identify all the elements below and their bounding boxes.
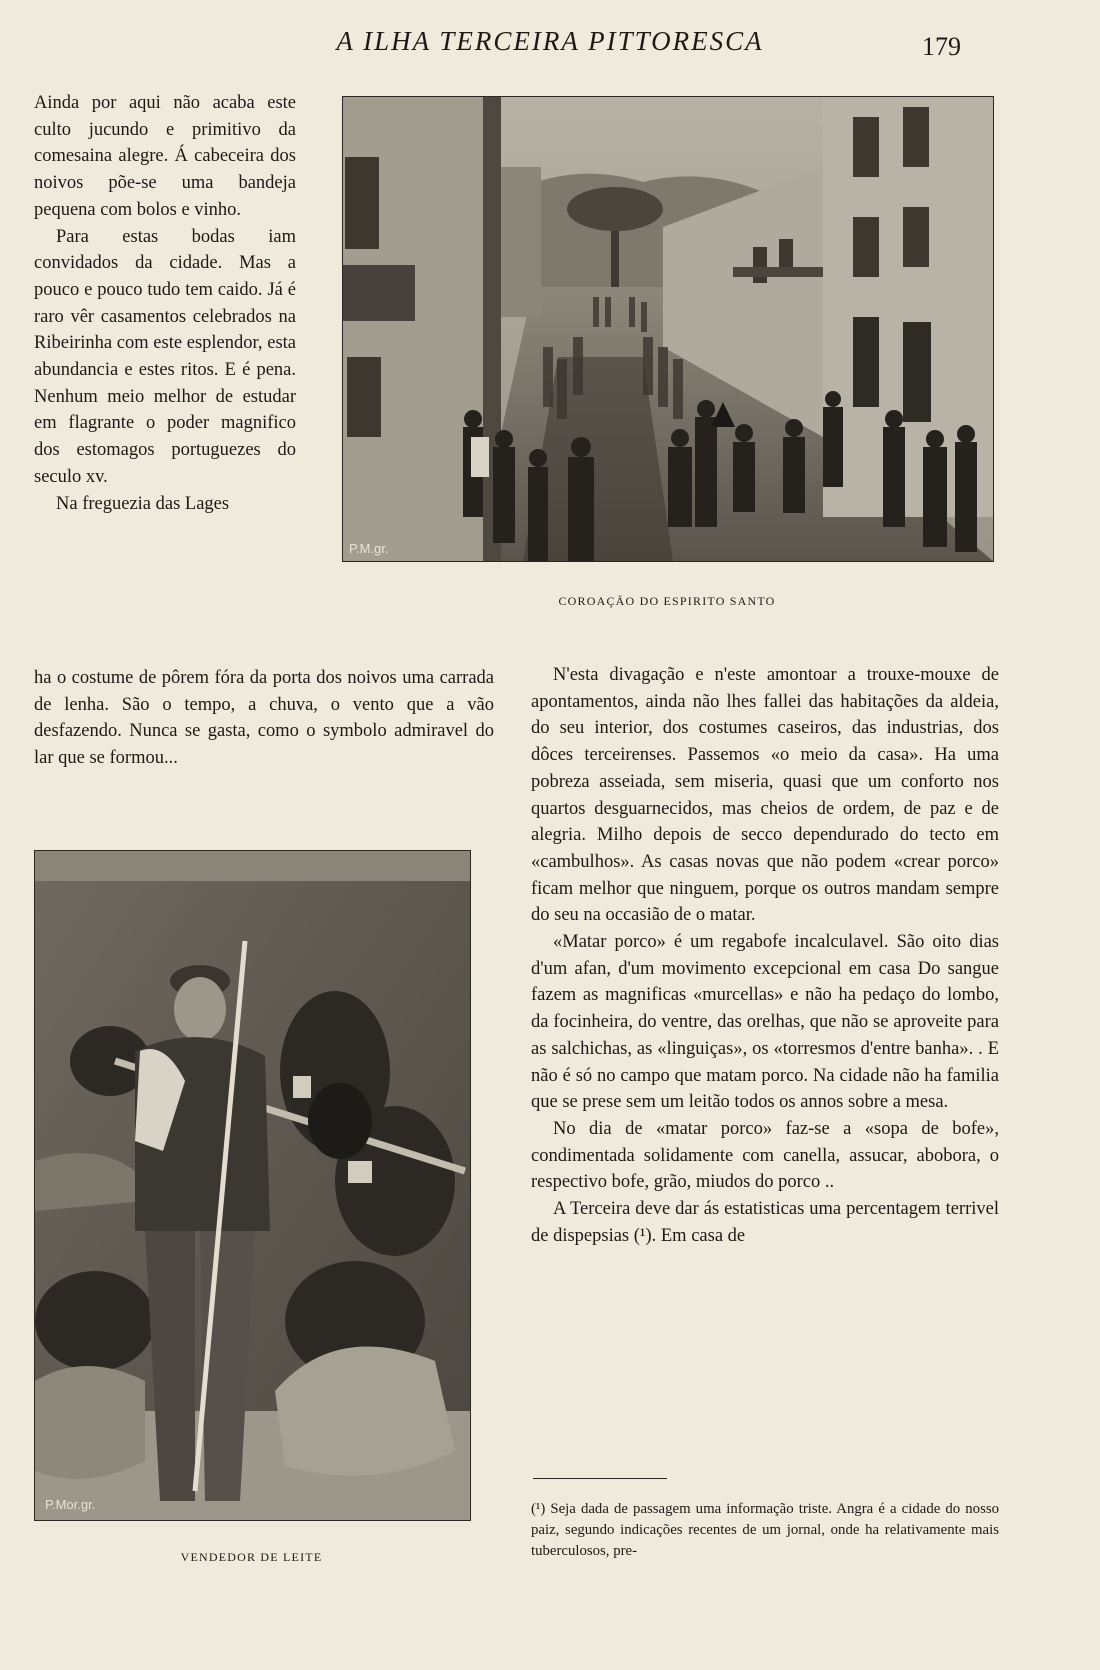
paragraph: N'esta divagação e n'este amontoar a trouxe-mouxe de apontamentos, ainda não lhes fallei das habitações da aldeia, do seu interior, dos costumes caseiros, das industrias, dos dôces terceirenses. Passemos «o meio da casa». Ha uma pobreza asseiada, sem miseria, quasi que um conforto nos quartos desguarnecidos, mas cheios de ordem, de paz e de alegria. Milho depois de secco dependurado do tecto em «cambulhos». As casas novas que não podem «crear porco» ficam melhor que ninguem, porque os outros mandam sempre do seu na occasião de o matar. bbox=[531, 665, 999, 926]
page-number: 179 bbox=[922, 32, 961, 61]
left-column-top bbox=[34, 90, 296, 517]
paragraph: A Terceira deve dar ás estatisticas uma percentagem terrivel de dispepsias (¹). Em casa de bbox=[531, 1199, 999, 1246]
paragraph: Ainda por aqui não acaba este culto jucundo e primitivo da comesaina alegre. Á cabeceira dos noivos põe-se uma bandeja pequena com bolos e vinho. bbox=[34, 93, 296, 220]
vendor-caption: VENDEDOR DE LEITE bbox=[180, 1550, 323, 1564]
paragraph: Para estas bodas iam convidados da cidade. Mas a pouco e pouco tudo tem caido. Já é raro vêr casamentos celebrados na Ribeirinha com este esplendor, esta abundancia e estes ritos. E é pena. Nenhum meio melhor de estudar em flagrante o poder magnifico dos estomagos portuguezes do seculo xv. bbox=[34, 226, 296, 487]
milk-vendor-photo bbox=[34, 850, 471, 1521]
footnote-divider bbox=[533, 1478, 667, 1479]
right-column bbox=[531, 662, 999, 1249]
paragraph: ha o costume de pôrem fóra da porta dos noivos uma carrada de lenha. São o tempo, a chuva, o vento que a vão desfazendo. Nunca se gasta, como o symbolo admiravel do lar que se formou... bbox=[34, 668, 494, 769]
procession-caption: COROAÇÃO DO ESPIRITO SANTO bbox=[558, 594, 776, 608]
footnote: (¹) Seja dada de passagem uma informação triste. Angra é a cidade do nosso paiz, segundo indicações recentes de um jornal, onde ha relativamente mais tuberculosos, pre- bbox=[531, 1501, 999, 1559]
running-header-title: A ILHA TERCEIRA PITTORESCA bbox=[336, 26, 764, 56]
left-column-continuation bbox=[34, 665, 494, 772]
paragraph: No dia de «matar porco» faz-se a «sopa de bofe», condimentada solidamente com canella, assucar, abobora, o respectivo bofe, grão, miudos do porco .. bbox=[531, 1118, 999, 1193]
paragraph: Na freguezia das Lages bbox=[56, 493, 230, 514]
procession-photo bbox=[342, 96, 994, 562]
vendor-engraver-signature: P.Mor.gr. bbox=[45, 1497, 96, 1512]
procession-engraver-signature: P.M.gr. bbox=[349, 541, 389, 556]
paragraph: «Matar porco» é um regabofe incalculavel. São oito dias d'um afan, d'um movimento excepcional em casa Do sangue fazem as magnificas «murcellas» e não ha pedaço do lombo, da focinheira, do ventre, das orelhas, que não se aproveite para as salchichas, as «linguiças», os «torresmos d'entre banha». . E não é só no campo que matam porco. Na cidade não ha familia que se prese sem um leitão todos os annos sobre a mesa. bbox=[531, 932, 999, 1113]
